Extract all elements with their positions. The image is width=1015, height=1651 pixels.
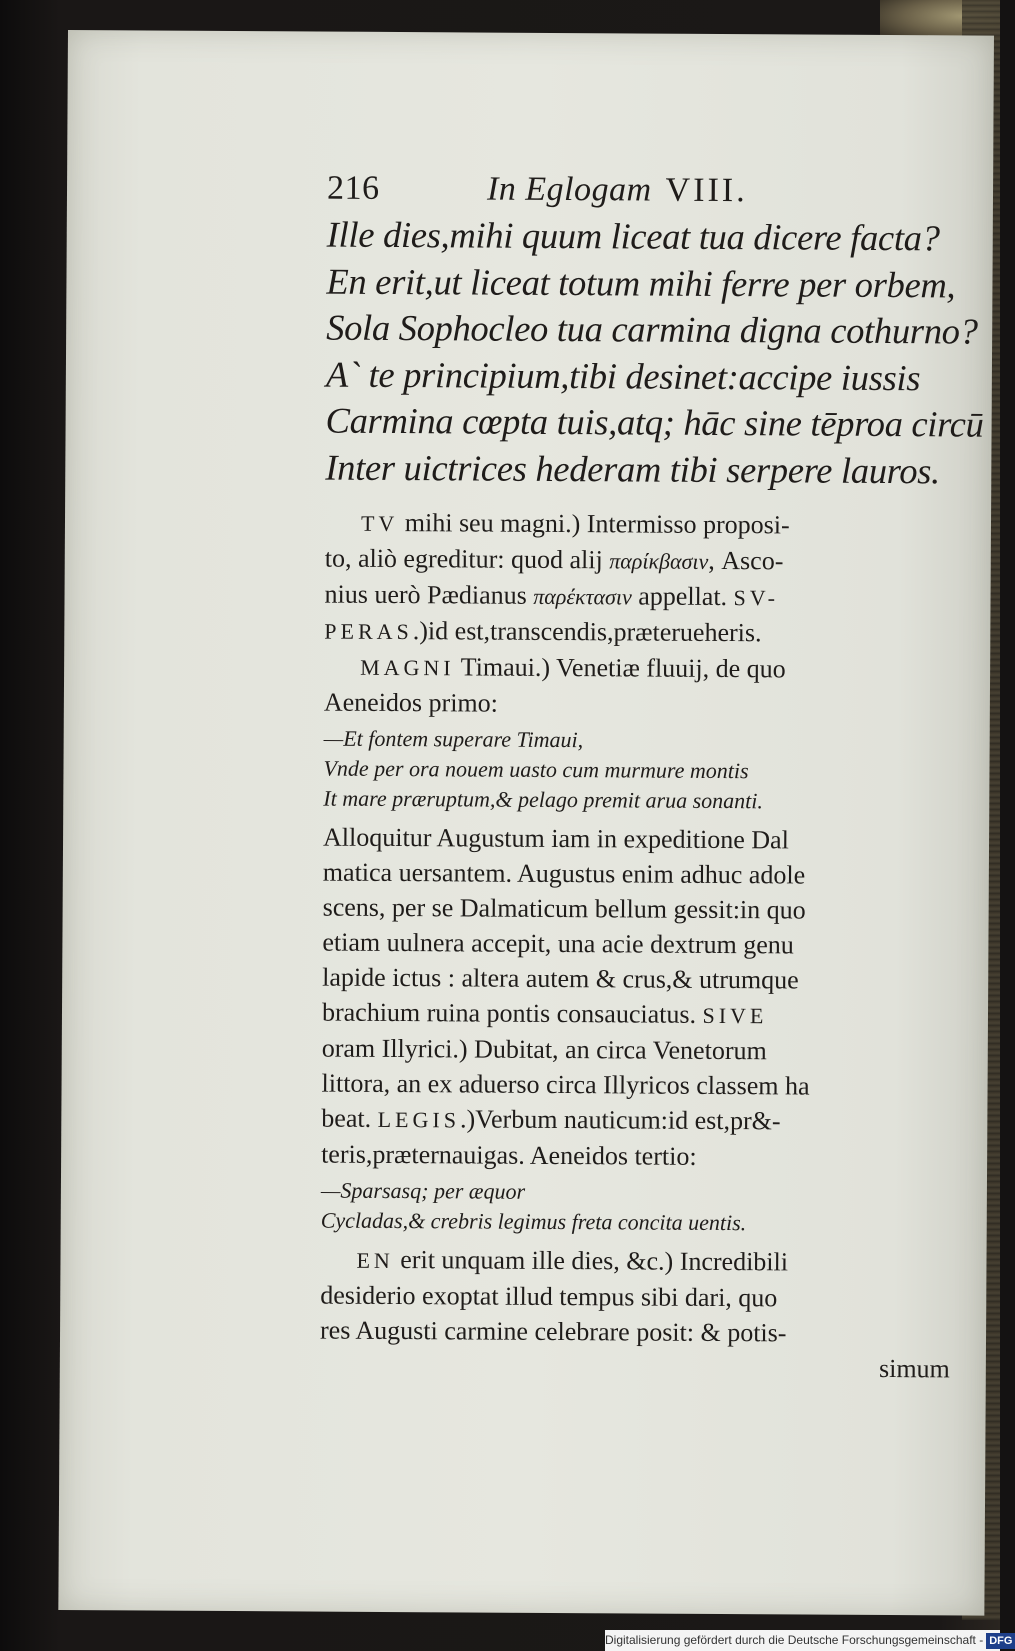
commentary-line xyxy=(324,649,954,689)
commentary-line xyxy=(325,505,955,545)
digitization-credit xyxy=(605,1630,1013,1651)
verse-line: Sola Sophocleo tua carmina digna cothurno? xyxy=(326,306,978,352)
commentary-line xyxy=(321,1101,951,1141)
quotation-line: —Et fontem superare Timaui, xyxy=(323,725,584,753)
commentary-line: oram Illyrici.) Dubitat, an circa Venetorum xyxy=(321,1033,767,1066)
line-text: , Asco- xyxy=(708,545,784,576)
page-number: 216 xyxy=(326,169,380,207)
line-text: to, aliò egreditur: quod alij xyxy=(324,543,610,575)
line-text: .)id est,transcendis,præterueheris. xyxy=(412,616,762,648)
commentary-line: Alloquitur Augustum iam in expeditione Dal xyxy=(322,822,789,855)
line-text: Timaui.) Venetiæ fluuij, de quo xyxy=(454,652,786,684)
greek-term: παρέκτασιν xyxy=(533,583,632,610)
verse-block xyxy=(325,212,984,495)
lemma: TV xyxy=(360,510,399,537)
verse-line: A` te principium,tibi desinet:accipe iussis xyxy=(325,353,921,398)
dfg-logo: DFG xyxy=(986,1633,1015,1649)
quotation-block xyxy=(323,724,954,818)
page-text-block xyxy=(319,169,984,1387)
lemma: EN xyxy=(356,1247,394,1274)
commentary-line: lapide ictus : altera autem & crus,& utrumque xyxy=(322,962,799,995)
commentary-paragraph xyxy=(324,649,954,724)
line-text: erit unquam ille dies, &c.) Incredibili xyxy=(393,1245,789,1277)
quotation-line: Vnde per ora nouem uasto cum murmure montis xyxy=(323,755,749,784)
commentary-line: matica uersantem. Augustus enim adhuc adole xyxy=(322,857,806,890)
book-page xyxy=(58,30,994,1616)
line-text: appellat. xyxy=(631,581,734,612)
commentary-paragraph xyxy=(320,1242,951,1387)
line-text: brachium ruina pontis consauciatus. xyxy=(321,997,703,1029)
lemma: PERAS xyxy=(324,618,413,645)
quotation-line: —Sparsasq; per æquor xyxy=(320,1177,526,1204)
lemma: SV- xyxy=(733,585,780,611)
verse-line: En erit,ut liceat totum mihi ferre per orbem, xyxy=(326,260,956,305)
commentary-line: Aeneidos primo: xyxy=(323,687,499,718)
line-text: beat. xyxy=(321,1103,378,1133)
verse-line: Ille dies,mihi quum liceat tua dicere facta? xyxy=(326,213,940,259)
running-head-title: In Eglogam xyxy=(486,170,652,209)
commentary-line: teris,præternauigas. Aeneidos tertio: xyxy=(321,1139,697,1171)
catchword: simum xyxy=(878,1353,950,1384)
commentary-paragraph xyxy=(321,820,953,1176)
lemma: MAGNI xyxy=(360,654,455,681)
commentary-paragraph xyxy=(324,505,955,653)
commentary-line xyxy=(325,541,955,581)
line-text: mihi seu magni.) Intermisso proposi- xyxy=(398,508,790,540)
commentary-line: scens, per se Dalmaticum bellum gessit:in quo xyxy=(322,892,806,925)
commentary-line: etiam uulnera accepit, una acie dextrum genu xyxy=(322,927,794,960)
quotation-line: Cycladas,& crebris legimus freta concita uentis. xyxy=(320,1207,747,1236)
commentary-line: res Augusti carmine celebrare posit: & potis- xyxy=(319,1315,787,1348)
commentary xyxy=(320,505,955,1387)
running-head-numeral: VIII. xyxy=(665,171,748,210)
lemma: LEGIS xyxy=(377,1106,461,1133)
quotation-line: It mare præruptum,& pelago premit arua sonanti. xyxy=(323,785,763,814)
running-head xyxy=(327,170,957,216)
quotation-block xyxy=(321,1176,951,1240)
lemma: SIVE xyxy=(702,1002,768,1029)
line-text: .)Verbum nauticum:id est,pr&- xyxy=(459,1104,781,1136)
verse-line: Carmina cœpta tuis,atq; hāc sine tēproa circū xyxy=(325,399,984,445)
commentary-line: littora, an ex aduerso circa Illyricos classem ha xyxy=(321,1068,810,1101)
commentary-line: desiderio exoptat illud tempus sibi dari, quo xyxy=(320,1280,778,1313)
commentary-line xyxy=(324,577,954,617)
line-text: nius uerò Pædianus xyxy=(324,579,534,610)
credit-text: Digitalisierung gefördert durch die Deutsche Forschungsgemeinschaft - xyxy=(605,1633,984,1647)
commentary-line xyxy=(320,1242,950,1282)
commentary-line xyxy=(324,613,954,653)
greek-term: παρίκβασιν xyxy=(609,548,709,574)
commentary-line xyxy=(322,995,952,1035)
verse-line: Inter uictrices hederam tibi serpere lauros. xyxy=(325,446,941,491)
